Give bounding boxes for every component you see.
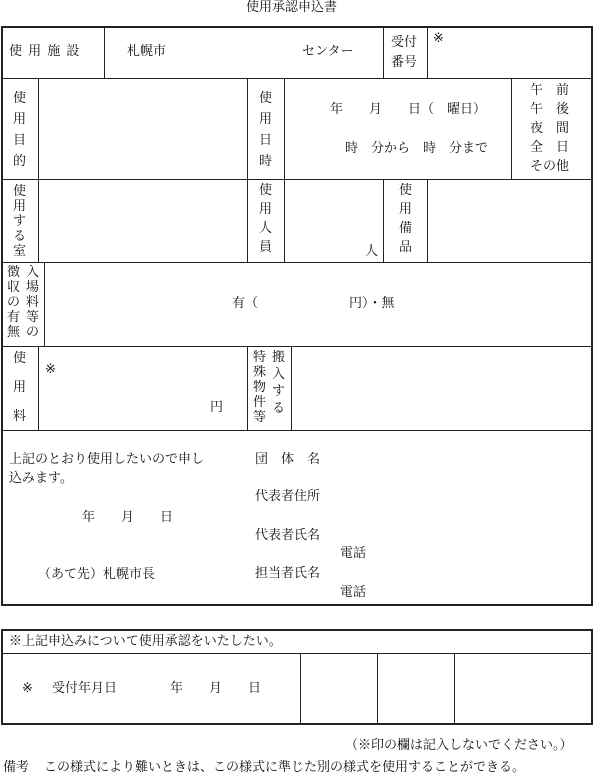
receipt-date-label: 受付年月日 bbox=[52, 681, 118, 696]
application-date: 年 月 日 bbox=[82, 510, 174, 525]
fee-mark: ※ bbox=[45, 362, 56, 377]
fee-label: 使 用 料 bbox=[13, 351, 27, 424]
remarks-label: 備考 bbox=[3, 760, 30, 775]
approval-mark: ※ bbox=[22, 681, 33, 696]
facility-label: 使 用 施 設 bbox=[9, 44, 81, 59]
person-in-charge-label: 担当者氏名 bbox=[255, 566, 321, 581]
datetime-label: 使 用 日 時 bbox=[259, 91, 273, 169]
receipt-date-value: 年 月 日 bbox=[170, 681, 262, 696]
room-label: 使 用 す る 室 bbox=[13, 184, 27, 259]
facility-center: センター bbox=[302, 44, 354, 59]
receipt-label-2: 番号 bbox=[391, 55, 418, 70]
phone-label-2: 電話 bbox=[340, 585, 367, 600]
declaration-line1: 上記のとおり使用したいので申し bbox=[9, 452, 205, 467]
organization-label: 団 体 名 bbox=[255, 452, 321, 467]
phone-label-1: 電話 bbox=[340, 546, 367, 561]
admission-value: 有（ 円）・無 bbox=[232, 296, 395, 311]
equipment-label: 使 用 備 品 bbox=[399, 183, 413, 255]
remarks-text: この様式により難いときは、この様式に準じた別の様式を使用することができる。 bbox=[44, 760, 526, 775]
representative-name-label: 代表者氏名 bbox=[255, 528, 321, 543]
use-date-line: 年 月 日（ 曜日） bbox=[330, 102, 487, 117]
purpose-label: 使 用 目 的 bbox=[13, 91, 27, 169]
period-options: 午 前 午 後 夜 間 全 日 その他 bbox=[530, 83, 570, 174]
fill-note: （※印の欄は記入しないでください。） bbox=[345, 738, 573, 753]
admission-label-col2: 入 場 料 等 の bbox=[26, 265, 40, 340]
approval-text: ※上記申込みについて使用承認をいたしたい。 bbox=[9, 634, 282, 649]
facility-city: 札幌市 bbox=[127, 44, 167, 59]
page-title: 使用承認申込書 bbox=[246, 0, 338, 15]
use-time-line: 時 分から 時 分まで bbox=[345, 141, 489, 156]
addressee: （あて先）札幌市長 bbox=[38, 567, 156, 582]
special-items-col1: 特 殊 物 件 等 bbox=[253, 350, 267, 425]
receipt-mark: ※ bbox=[433, 31, 444, 46]
admission-label-col1: 徴 収 の 有 無 bbox=[7, 265, 21, 340]
people-label: 使 用 人 員 bbox=[259, 183, 273, 255]
representative-address-label: 代表者住所 bbox=[255, 489, 321, 504]
special-items-col2: 搬 入 す る bbox=[272, 350, 286, 416]
receipt-label-1: 受付 bbox=[391, 35, 418, 50]
fee-unit: 円 bbox=[210, 400, 224, 415]
declaration-line2: 込みます。 bbox=[9, 471, 73, 486]
people-unit: 人 bbox=[365, 244, 379, 259]
